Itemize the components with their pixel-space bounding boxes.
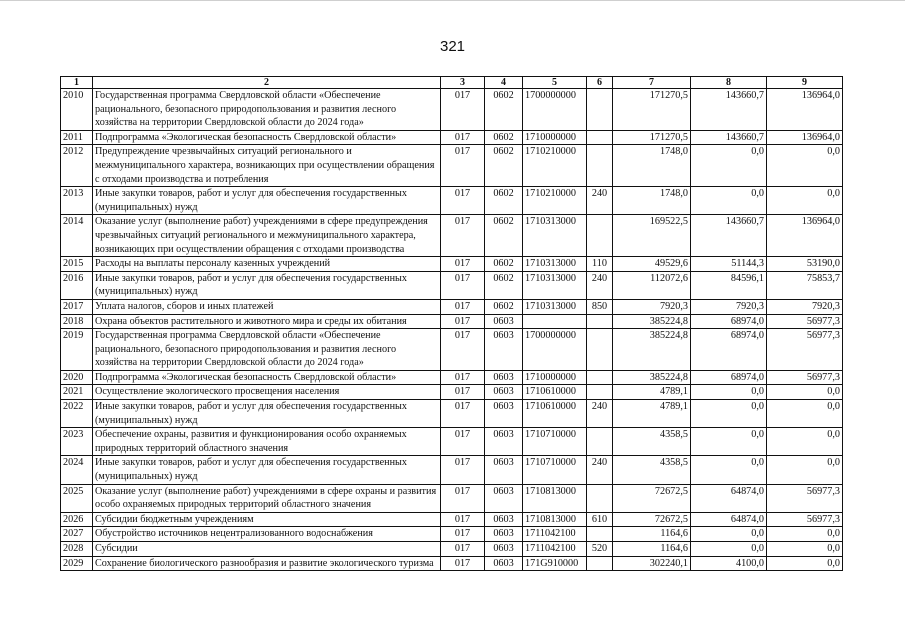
row-number-cell: 2025 [61,484,93,512]
expense-type-cell: 240 [587,400,613,428]
target-article-cell: 1710813000 [523,484,587,512]
section-code-cell: 0603 [485,512,523,527]
amount-col7-cell: 72672,5 [613,484,691,512]
column-header-7: 7 [613,77,691,89]
table-header [61,77,843,89]
column-header-2: 2 [93,77,441,89]
target-article-cell: 1710710000 [523,428,587,456]
expense-name-cell: Оказание услуг (выполнение работ) учреждениями в сфере охраны и развития особо охраняемых природных территорий областного значения [93,484,441,512]
section-code-cell: 0603 [485,556,523,571]
amount-col7-cell: 171270,5 [613,89,691,131]
section-code-cell: 0602 [485,215,523,257]
amount-col9-cell: 0,0 [767,556,843,571]
table-row [61,314,843,329]
table-row [61,271,843,299]
column-header-3: 3 [441,77,485,89]
admin-code-cell: 017 [441,527,485,542]
section-code-cell: 0603 [485,314,523,329]
expense-type-cell [587,385,613,400]
section-code-cell: 0603 [485,484,523,512]
target-article-cell: 1710313000 [523,215,587,257]
expense-name-cell: Иные закупки товаров, работ и услуг для обеспечения государственных (муниципальных) нужд [93,187,441,215]
table-row [61,257,843,272]
header-row [61,77,843,89]
target-article-cell: 1710210000 [523,187,587,215]
target-article-cell [523,314,587,329]
amount-col8-cell: 0,0 [691,456,767,484]
target-article-cell: 1710313000 [523,299,587,314]
expense-type-cell [587,428,613,456]
amount-col9-cell: 56977,3 [767,314,843,329]
table-row [61,299,843,314]
expense-name-cell: Подпрограмма «Экологическая безопасность Свердловской области» [93,370,441,385]
amount-col9-cell: 0,0 [767,145,843,187]
table-row [61,89,843,131]
section-code-cell: 0603 [485,542,523,557]
table-row [61,370,843,385]
expense-name-cell: Субсидии бюджетным учреждениям [93,512,441,527]
target-article-cell: 1710000000 [523,370,587,385]
expense-name-cell: Расходы на выплаты персоналу казенных учреждений [93,257,441,272]
column-header-9: 9 [767,77,843,89]
amount-col9-cell: 0,0 [767,428,843,456]
expense-type-cell: 850 [587,299,613,314]
row-number-cell: 2012 [61,145,93,187]
amount-col8-cell: 64874,0 [691,512,767,527]
target-article-cell: 1700000000 [523,89,587,131]
expense-type-cell [587,89,613,131]
expense-type-cell: 240 [587,271,613,299]
amount-col7-cell: 72672,5 [613,512,691,527]
expense-type-cell: 240 [587,456,613,484]
table-row [61,400,843,428]
expense-name-cell: Обеспечение охраны, развития и функционирования особо охраняемых природных территорий областного значения [93,428,441,456]
amount-col9-cell: 0,0 [767,527,843,542]
column-header-5: 5 [523,77,587,89]
target-article-cell: 1710610000 [523,400,587,428]
amount-col8-cell: 7920,3 [691,299,767,314]
section-code-cell: 0603 [485,385,523,400]
section-code-cell: 0602 [485,130,523,145]
amount-col9-cell: 136964,0 [767,130,843,145]
amount-col7-cell: 4789,1 [613,400,691,428]
section-code-cell: 0603 [485,329,523,371]
amount-col9-cell: 0,0 [767,542,843,557]
row-number-cell: 2010 [61,89,93,131]
amount-col7-cell: 1748,0 [613,145,691,187]
admin-code-cell: 017 [441,428,485,456]
amount-col8-cell: 143660,7 [691,89,767,131]
expense-name-cell: Оказание услуг (выполнение работ) учреждениями в сфере предупреждения чрезвычайных ситуаций регионального и межмуниципального характера, возникающих при осуществлении обращения с отходами производства [93,215,441,257]
table-row [61,542,843,557]
expense-type-cell [587,370,613,385]
target-article-cell: 1710710000 [523,456,587,484]
section-code-cell: 0602 [485,271,523,299]
column-header-6: 6 [587,77,613,89]
target-article-cell: 1710000000 [523,130,587,145]
table-row [61,484,843,512]
amount-col7-cell: 385224,8 [613,370,691,385]
admin-code-cell: 017 [441,89,485,131]
row-number-cell: 2022 [61,400,93,428]
admin-code-cell: 017 [441,385,485,400]
section-code-cell: 0603 [485,400,523,428]
expense-type-cell [587,484,613,512]
section-code-cell: 0602 [485,187,523,215]
amount-col7-cell: 385224,8 [613,314,691,329]
row-number-cell: 2013 [61,187,93,215]
expense-name-cell: Подпрограмма «Экологическая безопасность Свердловской области» [93,130,441,145]
section-code-cell: 0603 [485,370,523,385]
row-number-cell: 2015 [61,257,93,272]
target-article-cell: 1700000000 [523,329,587,371]
table-row [61,512,843,527]
table-row [61,527,843,542]
table-row [61,456,843,484]
amount-col8-cell: 143660,7 [691,130,767,145]
page-number: 321 [439,38,466,55]
admin-code-cell: 017 [441,145,485,187]
expense-type-cell [587,215,613,257]
amount-col8-cell: 0,0 [691,527,767,542]
amount-col7-cell: 1164,6 [613,542,691,557]
amount-col8-cell: 84596,1 [691,271,767,299]
amount-col9-cell: 0,0 [767,400,843,428]
amount-col7-cell: 4789,1 [613,385,691,400]
amount-col8-cell: 0,0 [691,428,767,456]
expense-name-cell: Иные закупки товаров, работ и услуг для обеспечения государственных (муниципальных) нужд [93,400,441,428]
row-number-cell: 2023 [61,428,93,456]
row-number-cell: 2019 [61,329,93,371]
row-number-cell: 2028 [61,542,93,557]
expense-type-cell [587,130,613,145]
expense-type-cell: 520 [587,542,613,557]
table-row [61,329,843,371]
amount-col9-cell: 0,0 [767,456,843,484]
row-number-cell: 2016 [61,271,93,299]
amount-col7-cell: 1164,6 [613,527,691,542]
row-number-cell: 2029 [61,556,93,571]
row-number-cell: 2026 [61,512,93,527]
amount-col9-cell: 136964,0 [767,215,843,257]
amount-col7-cell: 171270,5 [613,130,691,145]
row-number-cell: 2017 [61,299,93,314]
target-article-cell: 1711042100 [523,527,587,542]
target-article-cell: 1710610000 [523,385,587,400]
amount-col8-cell: 68974,0 [691,329,767,371]
table-row [61,385,843,400]
expense-name-cell: Иные закупки товаров, работ и услуг для обеспечения государственных (муниципальных) нужд [93,456,441,484]
amount-col7-cell: 4358,5 [613,456,691,484]
section-code-cell: 0602 [485,145,523,187]
admin-code-cell: 017 [441,271,485,299]
table-row [61,145,843,187]
row-number-cell: 2024 [61,456,93,484]
expense-name-cell: Иные закупки товаров, работ и услуг для обеспечения государственных (муниципальных) нужд [93,271,441,299]
amount-col7-cell: 1748,0 [613,187,691,215]
column-header-4: 4 [485,77,523,89]
table-body [61,89,843,571]
admin-code-cell: 017 [441,329,485,371]
row-number-cell: 2011 [61,130,93,145]
amount-col7-cell: 7920,3 [613,299,691,314]
table-row [61,556,843,571]
admin-code-cell: 017 [441,314,485,329]
table-row [61,187,843,215]
amount-col9-cell: 56977,3 [767,329,843,371]
amount-col9-cell: 136964,0 [767,89,843,131]
amount-col7-cell: 4358,5 [613,428,691,456]
amount-col8-cell: 0,0 [691,145,767,187]
target-article-cell: 1710313000 [523,257,587,272]
amount-col9-cell: 7920,3 [767,299,843,314]
amount-col8-cell: 0,0 [691,542,767,557]
admin-code-cell: 017 [441,512,485,527]
expense-name-cell: Государственная программа Свердловской области «Обеспечение рационального, безопасного природопользования и развития лесного хозяйства на территории Свердловской области до 2024 года» [93,329,441,371]
admin-code-cell: 017 [441,215,485,257]
amount-col9-cell: 0,0 [767,187,843,215]
target-article-cell: 171G910000 [523,556,587,571]
admin-code-cell: 017 [441,370,485,385]
expense-type-cell [587,145,613,187]
expense-type-cell [587,314,613,329]
expense-name-cell: Государственная программа Свердловской области «Обеспечение рационального, безопасного природопользования и развития лесного хозяйства на территории Свердловской области до 2024 года» [93,89,441,131]
target-article-cell: 1710210000 [523,145,587,187]
row-number-cell: 2027 [61,527,93,542]
amount-col9-cell: 75853,7 [767,271,843,299]
row-number-cell: 2014 [61,215,93,257]
row-number-cell: 2018 [61,314,93,329]
expense-name-cell: Сохранение биологического разнообразия и развитие экологического туризма [93,556,441,571]
target-article-cell: 1710813000 [523,512,587,527]
expense-type-cell [587,556,613,571]
amount-col8-cell: 4100,0 [691,556,767,571]
sheet-top-edge [0,0,905,4]
amount-col9-cell: 56977,3 [767,370,843,385]
amount-col8-cell: 51144,3 [691,257,767,272]
admin-code-cell: 017 [441,187,485,215]
expense-name-cell: Предупреждение чрезвычайных ситуаций регионального и межмуниципального характера, возникающих при осуществлении обращения с отходами производства и потребления [93,145,441,187]
admin-code-cell: 017 [441,400,485,428]
amount-col9-cell: 0,0 [767,385,843,400]
admin-code-cell: 017 [441,484,485,512]
target-article-cell: 1711042100 [523,542,587,557]
section-code-cell: 0603 [485,456,523,484]
amount-col8-cell: 0,0 [691,400,767,428]
admin-code-cell: 017 [441,542,485,557]
expense-name-cell: Охрана объектов растительного и животного мира и среды их обитания [93,314,441,329]
row-number-cell: 2020 [61,370,93,385]
expense-type-cell [587,527,613,542]
section-code-cell: 0602 [485,299,523,314]
expense-name-cell: Уплата налогов, сборов и иных платежей [93,299,441,314]
amount-col8-cell: 0,0 [691,385,767,400]
amount-col9-cell: 56977,3 [767,512,843,527]
amount-col8-cell: 68974,0 [691,314,767,329]
column-header-8: 8 [691,77,767,89]
amount-col8-cell: 0,0 [691,187,767,215]
admin-code-cell: 017 [441,556,485,571]
admin-code-cell: 017 [441,456,485,484]
table-row [61,130,843,145]
admin-code-cell: 017 [441,299,485,314]
expense-type-cell [587,329,613,371]
amount-col7-cell: 112072,6 [613,271,691,299]
section-code-cell: 0602 [485,257,523,272]
section-code-cell: 0602 [485,89,523,131]
expense-name-cell: Обустройство источников нецентрализованного водоснабжения [93,527,441,542]
amount-col8-cell: 143660,7 [691,215,767,257]
expense-name-cell: Осуществление экологического просвещения населения [93,385,441,400]
expense-name-cell: Субсидии [93,542,441,557]
table-row [61,215,843,257]
expense-type-cell: 240 [587,187,613,215]
amount-col9-cell: 56977,3 [767,484,843,512]
section-code-cell: 0603 [485,428,523,456]
row-number-cell: 2021 [61,385,93,400]
section-code-cell: 0603 [485,527,523,542]
amount-col7-cell: 169522,5 [613,215,691,257]
amount-col7-cell: 49529,6 [613,257,691,272]
amount-col8-cell: 68974,0 [691,370,767,385]
budget-table [60,76,843,571]
admin-code-cell: 017 [441,130,485,145]
amount-col7-cell: 302240,1 [613,556,691,571]
amount-col8-cell: 64874,0 [691,484,767,512]
expense-type-cell: 610 [587,512,613,527]
admin-code-cell: 017 [441,257,485,272]
column-header-1: 1 [61,77,93,89]
amount-col7-cell: 385224,8 [613,329,691,371]
expense-type-cell: 110 [587,257,613,272]
amount-col9-cell: 53190,0 [767,257,843,272]
table-row [61,428,843,456]
target-article-cell: 1710313000 [523,271,587,299]
